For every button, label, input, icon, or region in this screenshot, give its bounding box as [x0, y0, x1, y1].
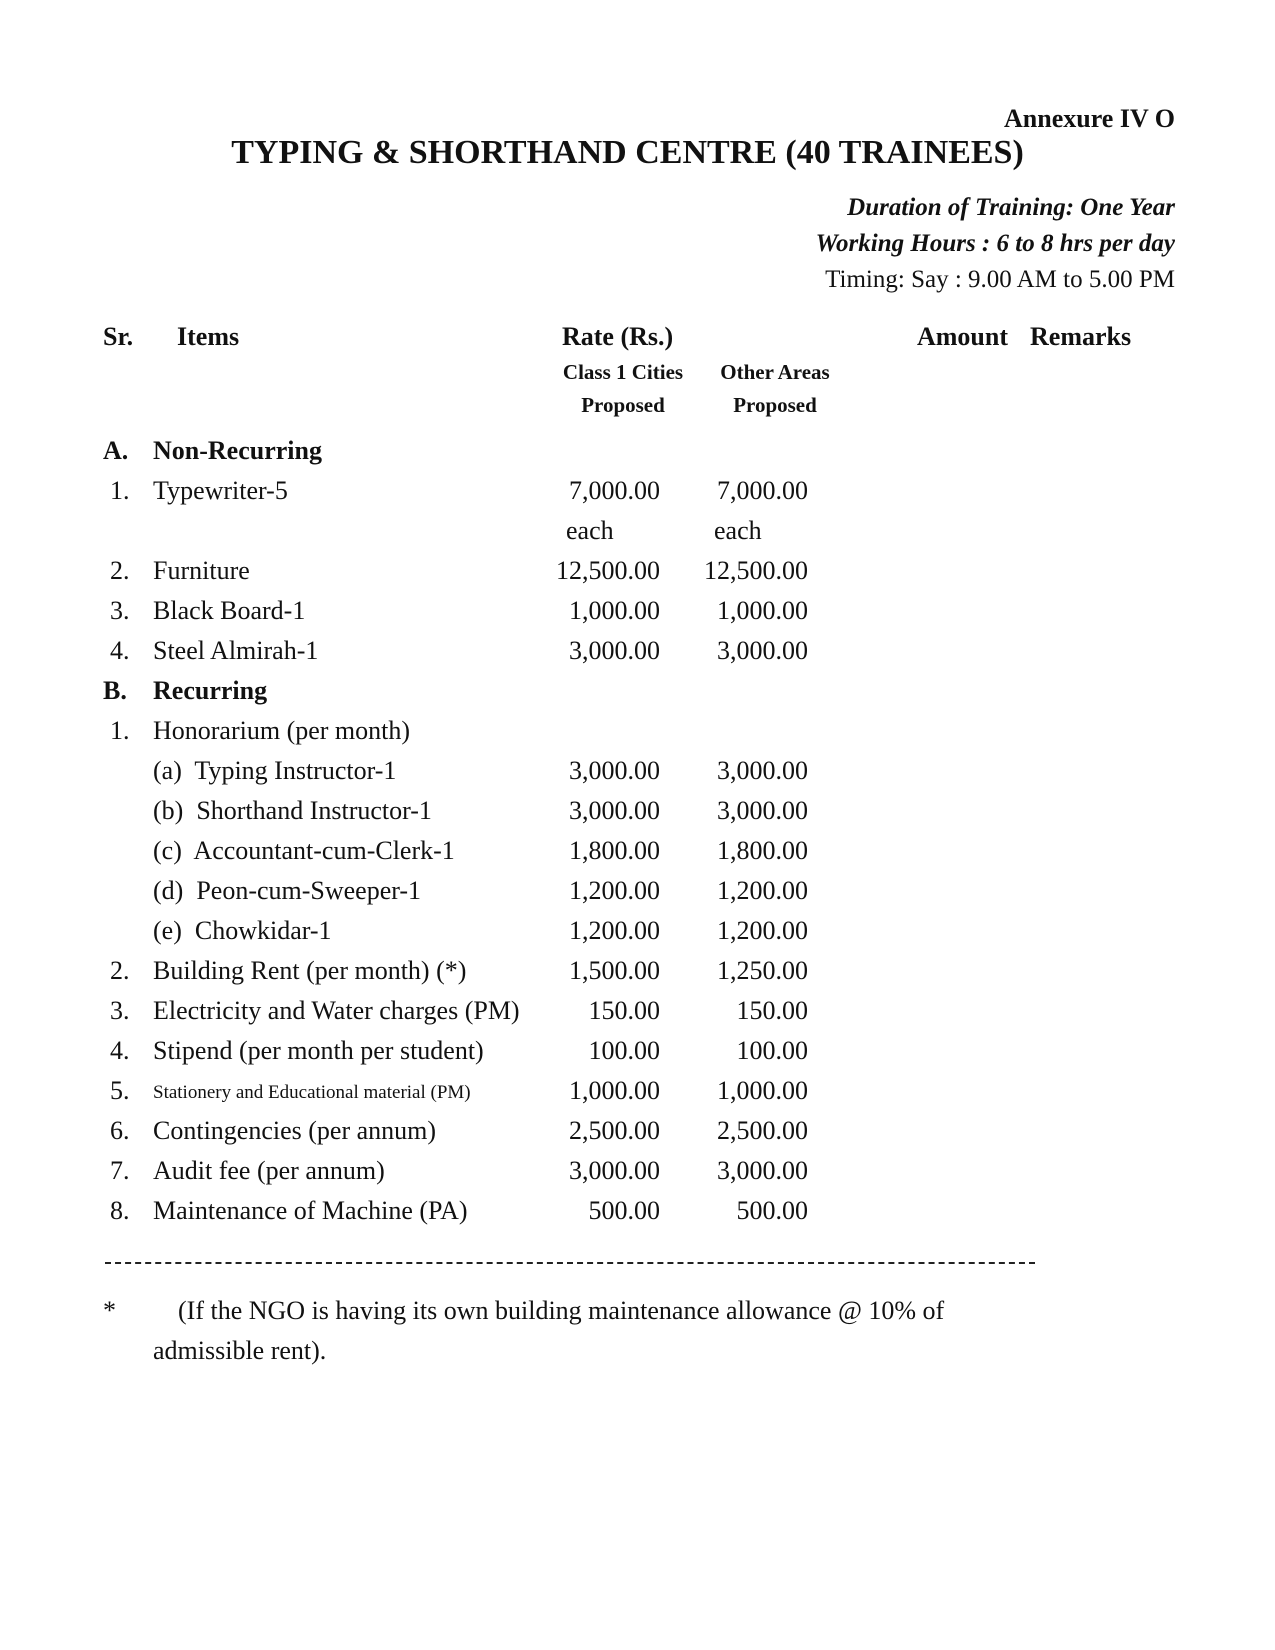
row-class1-rate: 3,000.00 [569, 636, 660, 665]
row-sr: 2. [110, 956, 130, 985]
header-other-line2: Proposed [733, 393, 817, 417]
row-other-rate: 100.00 [736, 1036, 808, 1065]
row-class1-rate: 1,000.00 [569, 596, 660, 625]
row-other-rate: 3,000.00 [717, 1156, 808, 1185]
row-other-rate: 3,000.00 [717, 796, 808, 825]
row-sr: 6. [110, 1116, 130, 1145]
row-class1-unit: each [566, 516, 614, 545]
working-hours-text: Working Hours : 6 to 8 hrs per day [815, 230, 1175, 257]
header-remarks: Remarks [1030, 322, 1132, 351]
row-item: Building Rent (per month) (*) [153, 956, 467, 985]
row-class1-rate: 150.00 [588, 996, 660, 1025]
section-b-label: B. [103, 676, 127, 705]
row-class1-rate: 1,200.00 [569, 876, 660, 905]
row-subitem: (c) Accountant-cum-Clerk-1 [153, 836, 455, 865]
row-subitem: (a) Typing Instructor-1 [153, 756, 397, 785]
annexure-label: Annexure IV O [1004, 104, 1175, 133]
row-subitem: (b) Shorthand Instructor-1 [153, 796, 432, 825]
duration-text: Duration of Training: One Year [847, 194, 1175, 221]
row-other-unit: each [714, 516, 762, 545]
row-sr: 7. [110, 1156, 130, 1185]
row-item: Honorarium (per month) [153, 716, 411, 745]
header-rate: Rate (Rs.) [562, 322, 674, 351]
dashed-divider [105, 1262, 1035, 1264]
row-sr: 1. [110, 476, 130, 505]
row-class1-rate: 2,500.00 [569, 1116, 660, 1145]
row-other-rate: 1,250.00 [717, 956, 808, 985]
row-item: Black Board-1 [153, 596, 306, 625]
footnote-line1: (If the NGO is having its own building maintenance allowance @ 10% of [178, 1296, 945, 1325]
row-sr: 1. [110, 716, 130, 745]
row-class1-rate: 1,800.00 [569, 836, 660, 865]
header-class1-line1: Class 1 Cities [562, 360, 684, 384]
row-item: Contingencies (per annum) [153, 1116, 437, 1145]
row-class1-rate: 3,000.00 [569, 1156, 660, 1185]
row-other-rate: 500.00 [736, 1196, 808, 1225]
row-class1-rate: 100.00 [588, 1036, 660, 1065]
row-class1-rate: 3,000.00 [569, 756, 660, 785]
row-item: Stationery and Educational material (PM) [153, 1082, 471, 1103]
row-other-rate: 1,000.00 [717, 1076, 808, 1105]
row-item: Electricity and Water charges (PM) [153, 996, 520, 1025]
row-class1-rate: 3,000.00 [569, 796, 660, 825]
row-other-rate: 1,800.00 [717, 836, 808, 865]
page-title: TYPING & SHORTHAND CENTRE (40 TRAINEES) [231, 134, 1024, 171]
row-other-rate: 150.00 [736, 996, 808, 1025]
row-sr: 3. [110, 596, 130, 625]
row-sr: 4. [110, 636, 130, 665]
row-sr: 3. [110, 996, 130, 1025]
section-b-title: Recurring [153, 676, 268, 705]
row-class1-rate: 500.00 [588, 1196, 660, 1225]
row-sr: 8. [110, 1196, 130, 1225]
row-item: Maintenance of Machine (PA) [153, 1196, 468, 1225]
row-other-rate: 7,000.00 [717, 476, 808, 505]
row-item: Audit fee (per annum) [153, 1156, 385, 1185]
section-a-title: Non-Recurring [153, 436, 322, 465]
header-sr: Sr. [103, 322, 134, 351]
header-class1-line2: Proposed [581, 393, 665, 417]
row-class1-rate: 1,000.00 [569, 1076, 660, 1105]
footnote-marker: * [103, 1296, 116, 1325]
row-subitem: (d) Peon-cum-Sweeper-1 [153, 876, 422, 905]
row-class1-rate: 7,000.00 [569, 476, 660, 505]
row-item: Steel Almirah-1 [153, 636, 319, 665]
timing-text: Timing: Say : 9.00 AM to 5.00 PM [825, 266, 1175, 293]
row-other-rate: 12,500.00 [704, 556, 808, 585]
row-other-rate: 3,000.00 [717, 756, 808, 785]
header-amount: Amount [917, 322, 1009, 351]
header-items: Items [177, 322, 240, 351]
row-other-rate: 2,500.00 [717, 1116, 808, 1145]
row-sr: 4. [110, 1036, 130, 1065]
section-a-label: A. [103, 436, 129, 465]
row-item: Furniture [153, 556, 250, 585]
header-other-line1: Other Areas [720, 360, 830, 384]
row-subitem: (e) Chowkidar-1 [153, 916, 332, 945]
row-class1-rate: 1,200.00 [569, 916, 660, 945]
row-item: Typewriter-5 [153, 476, 288, 505]
row-other-rate: 1,000.00 [717, 596, 808, 625]
row-item: Stipend (per month per student) [153, 1036, 484, 1065]
row-other-rate: 1,200.00 [717, 876, 808, 905]
row-class1-rate: 1,500.00 [569, 956, 660, 985]
row-sr: 2. [110, 556, 130, 585]
row-sr: 5. [110, 1076, 130, 1105]
row-other-rate: 1,200.00 [717, 916, 808, 945]
footnote-line2: admissible rent). [153, 1336, 327, 1365]
row-other-rate: 3,000.00 [717, 636, 808, 665]
row-class1-rate: 12,500.00 [556, 556, 660, 585]
